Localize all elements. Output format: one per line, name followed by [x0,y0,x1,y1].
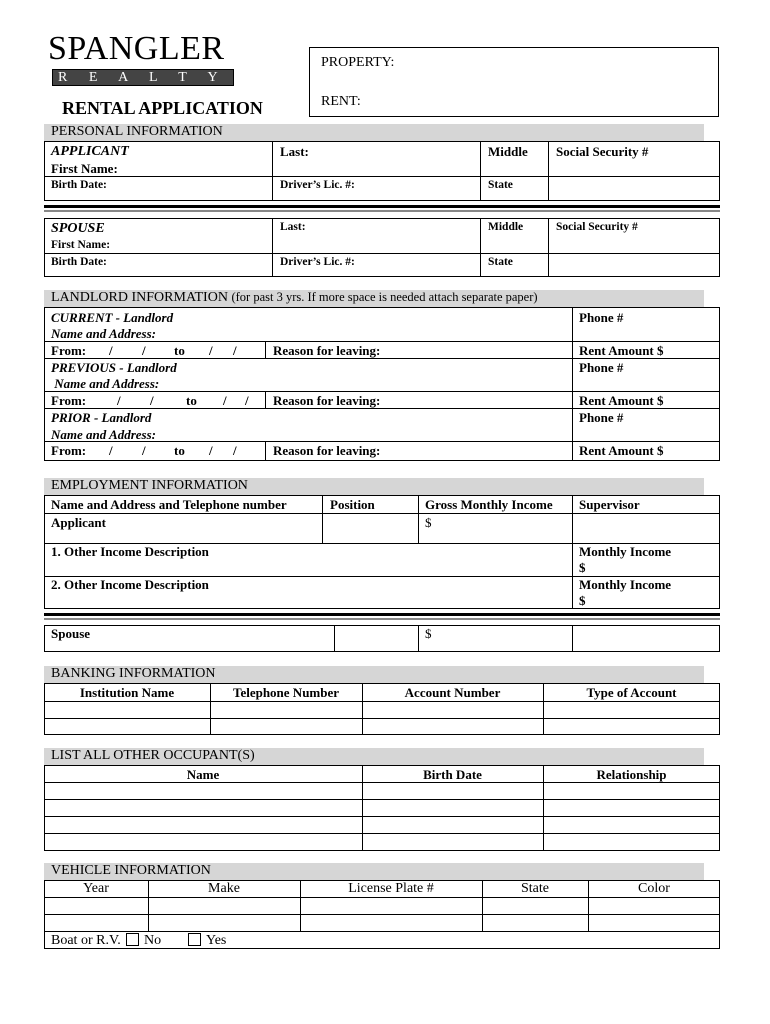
previous-name-address[interactable]: Name and Address: [51,376,160,391]
applicant-drivers-lic[interactable]: Driver’s Lic. #: [280,179,355,191]
prior-phone[interactable]: Phone # [579,410,624,425]
logo-realty: R E A L T Y [58,70,227,85]
employment-applicant[interactable]: Applicant [51,515,106,530]
date-slash: / [233,443,237,458]
vehicle-col-license: License Plate # [348,881,434,896]
spouse-first-name[interactable]: First Name: [51,239,111,251]
applicant-middle[interactable]: Middle [488,144,528,159]
spouse-last[interactable]: Last: [280,221,306,233]
previous-reason[interactable]: Reason for leaving: [273,393,381,408]
banking-col-type: Type of Account [586,685,677,700]
employment-heading: EMPLOYMENT INFORMATION [51,478,248,493]
employment-col-income: Gross Monthly Income [425,497,553,512]
other-income-1-dollar[interactable]: $ [579,560,586,575]
applicant-last[interactable]: Last: [280,144,309,159]
current-phone[interactable]: Phone # [579,310,624,325]
prior-from: From: [51,443,87,458]
spouse-title: SPOUSE [51,221,105,236]
applicant-first-name[interactable]: First Name: [51,161,118,176]
vehicle-col-year: Year [83,881,109,896]
occupants-col-name: Name [186,767,220,782]
vehicle-col-state: State [521,881,549,896]
logo [48,30,236,86]
current-reason[interactable]: Reason for leaving: [273,343,381,358]
spouse-drivers-lic[interactable]: Driver’s Lic. #: [280,256,355,268]
date-slash: / [233,343,237,358]
boat-rv-yes-label: Yes [206,933,227,948]
landlord-heading-note: (for past 3 yrs. If more space is needed attach separate paper) [231,290,538,304]
banking-col-institution: Institution Name [79,685,175,700]
applicant-ssn[interactable]: Social Security # [556,144,649,159]
applicant-title: APPLICANT [51,144,129,159]
spouse-birth-date[interactable]: Birth Date: [51,256,107,268]
previous-to: to [186,393,197,408]
applicant-state[interactable]: State [488,179,513,191]
other-income-1-monthly: Monthly Income [579,544,672,559]
logo-wordmark: SPANGLER [48,30,225,67]
previous-from: From: [51,393,87,408]
spouse-employment-row [44,625,720,652]
date-slash: / [223,393,227,408]
other-income-2[interactable]: 2. Other Income Description [51,577,209,592]
current-to: to [174,343,185,358]
current-landlord: CURRENT - Landlord [51,310,174,325]
date-slash: / [117,393,121,408]
rent-label: RENT: [321,94,361,109]
boat-rv-yes-checkbox[interactable] [188,933,201,946]
employment-spouse[interactable]: Spouse [51,626,91,641]
date-slash: / [142,443,146,458]
date-slash: / [142,343,146,358]
spouse-middle[interactable]: Middle [488,221,524,233]
date-slash: / [245,393,249,408]
boat-rv-no-label: No [144,933,162,948]
personal-heading: PERSONAL INFORMATION [51,124,223,139]
date-slash: / [209,443,213,458]
spouse-income-dollar[interactable]: $ [425,626,432,641]
occupants-col-birth-date: Birth Date [423,767,482,782]
employment-col-name: Name and Address and Telephone number [51,497,287,512]
occupants-heading: LIST ALL OTHER OCCUPANT(S) [51,748,255,763]
other-income-2-monthly: Monthly Income [579,577,672,592]
vehicle-col-color: Color [638,881,670,896]
boat-rv-label: Boat or R.V. [51,933,121,948]
other-income-1[interactable]: 1. Other Income Description [51,544,209,559]
banking-col-telephone: Telephone Number [232,685,340,700]
current-name-address[interactable]: Name and Address: [51,326,156,341]
occupants-col-relationship: Relationship [596,767,667,782]
date-slash: / [109,343,113,358]
spouse-state[interactable]: State [488,256,513,268]
vehicle-heading: VEHICLE INFORMATION [51,863,211,878]
current-rent-amount[interactable]: Rent Amount $ [579,343,664,358]
employment-col-position: Position [330,497,375,512]
employment-col-supervisor: Supervisor [579,497,640,512]
boat-rv-no-checkbox[interactable] [126,933,139,946]
previous-landlord: PREVIOUS - Landlord [51,360,177,375]
property-box [309,47,719,117]
date-slash: / [109,443,113,458]
date-slash: / [209,343,213,358]
spouse-ssn[interactable]: Social Security # [556,221,638,233]
prior-rent-amount[interactable]: Rent Amount $ [579,443,664,458]
prior-to: to [174,443,185,458]
previous-rent-amount[interactable]: Rent Amount $ [579,393,664,408]
date-slash: / [150,393,154,408]
prior-reason[interactable]: Reason for leaving: [273,443,381,458]
vehicle-col-make: Make [208,881,240,896]
prior-name-address[interactable]: Name and Address: [51,427,156,442]
previous-phone[interactable]: Phone # [579,360,624,375]
other-income-2-dollar[interactable]: $ [579,593,586,608]
banking-heading: BANKING INFORMATION [51,666,216,681]
property-label: PROPERTY: [321,55,395,70]
applicant-income-dollar[interactable]: $ [425,515,432,530]
landlord-heading: LANDLORD INFORMATION [51,290,228,305]
page-title: RENTAL APPLICATION [62,98,263,118]
current-from: From: [51,343,87,358]
prior-landlord: PRIOR - Landlord [51,410,152,425]
banking-col-account: Account Number [404,685,501,700]
applicant-birth-date[interactable]: Birth Date: [51,179,107,191]
